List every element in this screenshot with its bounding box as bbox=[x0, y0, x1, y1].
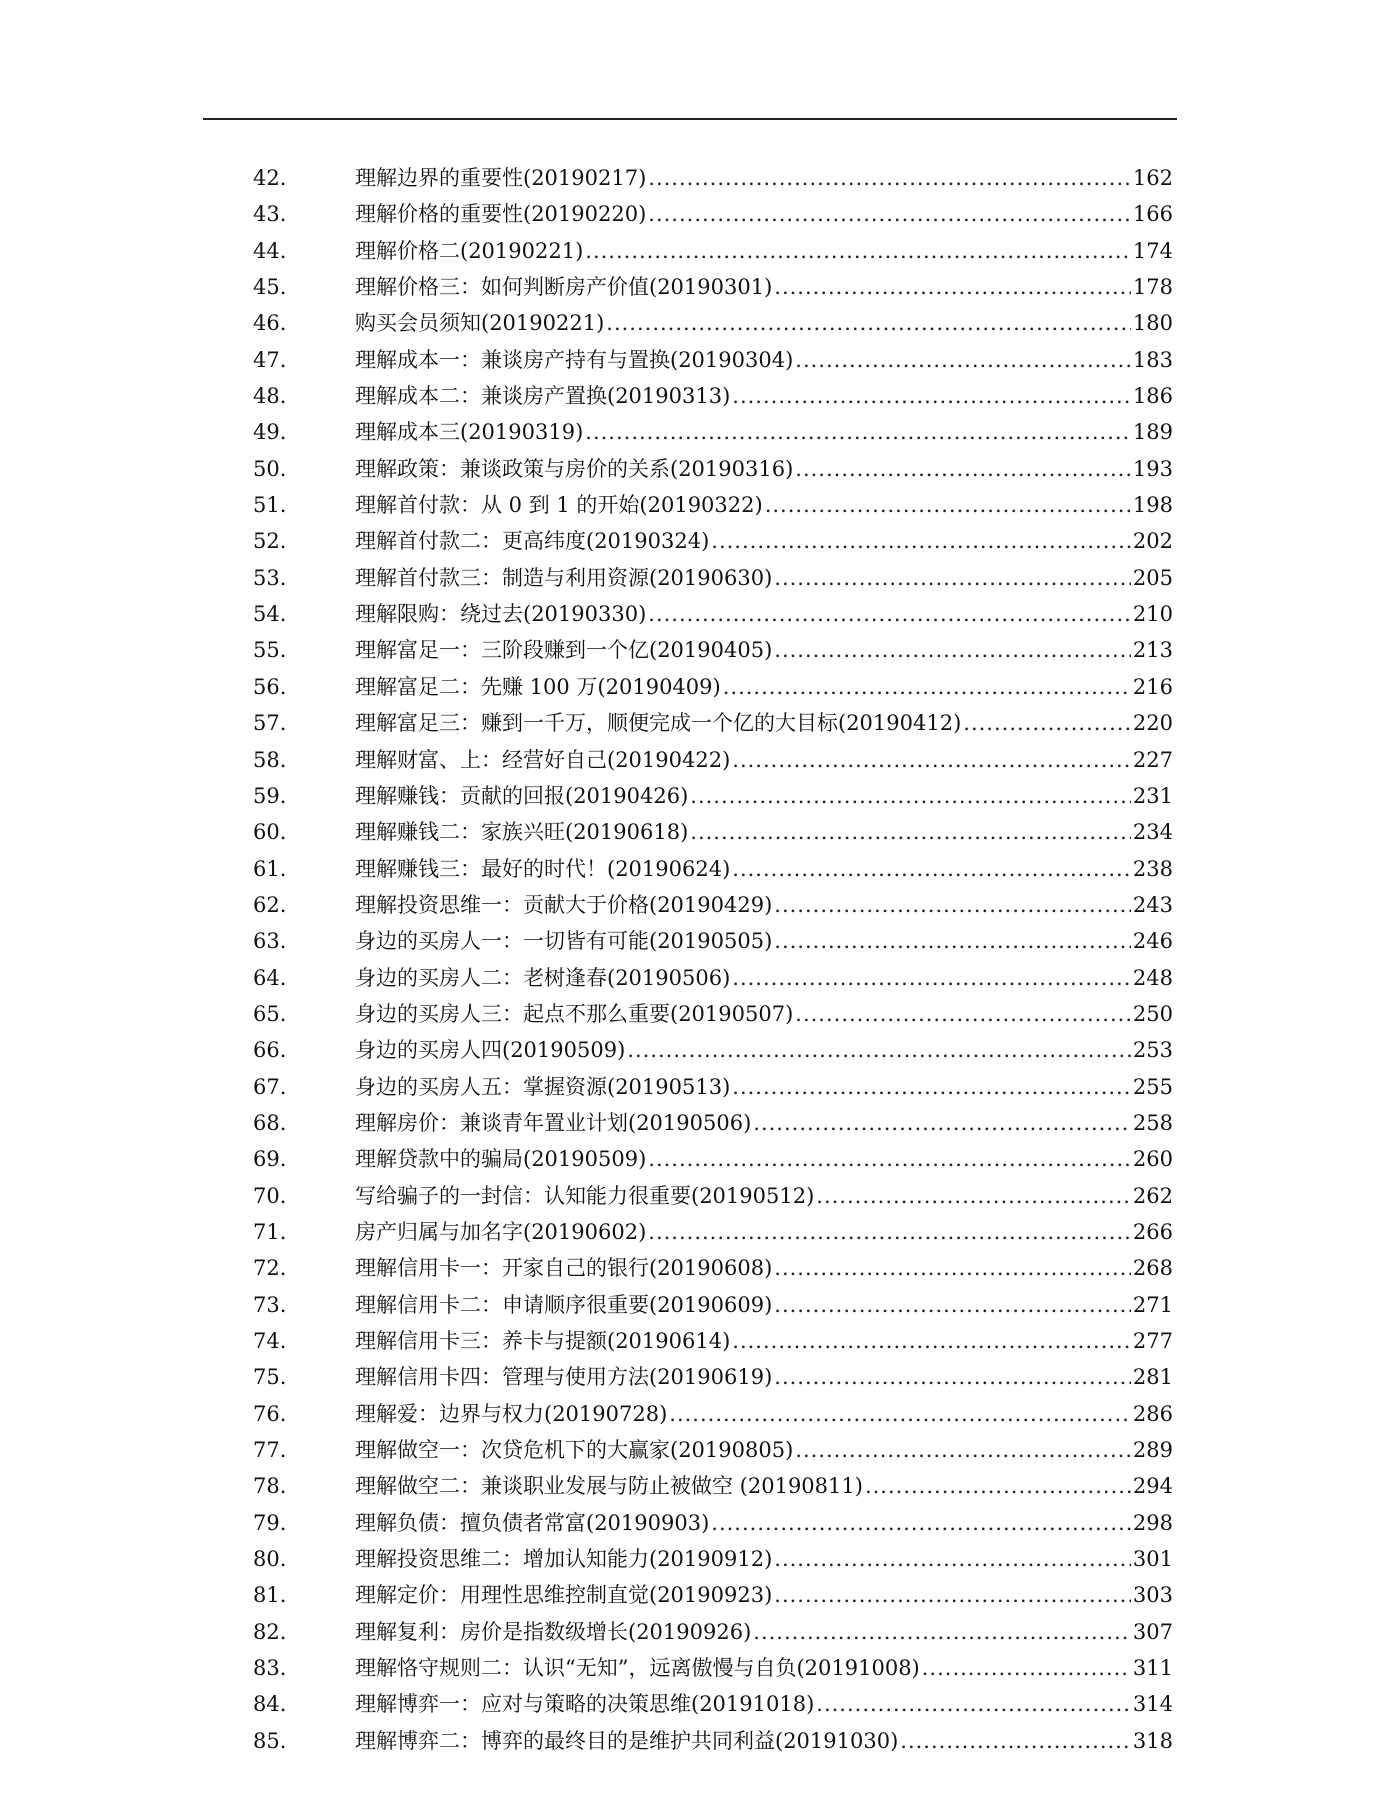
toc-entry-number: 80. bbox=[253, 1547, 287, 1572]
toc-entry[interactable] bbox=[253, 1178, 1173, 1214]
toc-entry-number: 54. bbox=[253, 602, 287, 627]
toc-entry-title: 理解价格二(20190221) bbox=[355, 238, 584, 263]
toc-dot-leader bbox=[732, 1323, 1131, 1359]
toc-entry-number: 65. bbox=[253, 1001, 287, 1026]
toc-entry-title: 理解首付款二：更高纬度(20190324) bbox=[355, 529, 710, 554]
toc-entry-page-number: 303 bbox=[1132, 1583, 1173, 1608]
toc-entry-page-number: 294 bbox=[1132, 1474, 1173, 1499]
toc-entry-number: 56. bbox=[253, 674, 287, 699]
toc-entry-number: 72. bbox=[253, 1256, 287, 1281]
toc-entry-page-number: 301 bbox=[1132, 1547, 1173, 1572]
toc-entry-title: 房产归属与加名字(20190602) bbox=[355, 1219, 647, 1244]
toc-dot-leader bbox=[690, 778, 1131, 814]
toc-entry-title: 理解爱：边界与权力(20190728) bbox=[355, 1401, 668, 1426]
toc-entry-number: 85. bbox=[253, 1728, 287, 1753]
toc-entry-title: 身边的买房人一：一切皆有可能(20190505) bbox=[355, 929, 773, 954]
toc-entry-number: 47. bbox=[253, 347, 287, 372]
toc-entry-page-number: 178 bbox=[1132, 275, 1173, 300]
toc-dot-leader bbox=[711, 1505, 1131, 1541]
toc-entry[interactable] bbox=[253, 596, 1173, 632]
toc-entry-title: 购买会员须知(20190221) bbox=[355, 311, 605, 336]
toc-dot-leader bbox=[648, 160, 1131, 196]
toc-entry-number: 61. bbox=[253, 856, 287, 881]
toc-dot-leader bbox=[865, 1468, 1131, 1504]
toc-entry-title: 理解财富、上：经营好自己(20190422) bbox=[355, 747, 731, 772]
toc-entry-page-number: 162 bbox=[1132, 166, 1173, 190]
toc-entry-page-number: 231 bbox=[1132, 783, 1173, 808]
toc-dot-leader bbox=[795, 342, 1131, 378]
toc-entry-title: 理解复利：房价是指数级增长(20190926) bbox=[355, 1619, 752, 1644]
toc-entry-number: 67. bbox=[253, 1074, 287, 1099]
toc-entry-title: 理解成本二：兼谈房产置换(20190313) bbox=[355, 384, 731, 409]
toc-entry-page-number: 258 bbox=[1132, 1110, 1173, 1135]
toc-entry-title: 理解首付款：从 0 到 1 的开始(20190322) bbox=[355, 493, 763, 518]
toc-entry[interactable] bbox=[253, 1032, 1173, 1068]
toc-entry-title: 理解价格三：如何判断房产价值(20190301) bbox=[355, 275, 773, 300]
toc-entry-number: 62. bbox=[253, 892, 287, 917]
toc-entry-title: 理解博弈二：博弈的最终目的是维护共同利益(20191030) bbox=[355, 1728, 899, 1753]
toc-entry-page-number: 174 bbox=[1132, 238, 1173, 263]
toc-entry[interactable] bbox=[253, 160, 1173, 196]
toc-dot-leader bbox=[732, 1069, 1131, 1105]
toc-entry[interactable] bbox=[253, 1686, 1173, 1722]
toc-entry-page-number: 220 bbox=[1132, 711, 1173, 736]
toc-dot-leader bbox=[816, 1686, 1131, 1722]
toc-entry-title: 理解恪守规则二：认识“无知”，远离傲慢与自负(20191008) bbox=[355, 1656, 920, 1681]
toc-entry-page-number: 314 bbox=[1132, 1692, 1173, 1717]
toc-entry-number: 58. bbox=[253, 747, 287, 772]
toc-entry-number: 53. bbox=[253, 565, 287, 590]
toc-entry-page-number: 227 bbox=[1132, 747, 1173, 772]
header-rule bbox=[203, 118, 1177, 120]
toc-dot-leader bbox=[648, 1214, 1131, 1250]
toc-entry-number: 43. bbox=[253, 202, 287, 227]
toc-dot-leader bbox=[648, 1141, 1131, 1177]
toc-dot-leader bbox=[774, 923, 1131, 959]
toc-entry-title: 理解投资思维二：增加认知能力(20190912) bbox=[355, 1547, 773, 1572]
toc-entry-page-number: 216 bbox=[1132, 674, 1173, 699]
toc-entry-page-number: 198 bbox=[1132, 493, 1173, 518]
toc-entry-title: 身边的买房人三：起点不那么重要(20190507) bbox=[355, 1001, 794, 1026]
toc-entry-title: 理解房价：兼谈青年置业计划(20190506) bbox=[355, 1110, 752, 1135]
toc-entry-number: 42. bbox=[253, 166, 287, 190]
toc-entry-page-number: 281 bbox=[1132, 1365, 1173, 1390]
toc-entry[interactable] bbox=[253, 814, 1173, 850]
toc-entry-number: 83. bbox=[253, 1656, 287, 1681]
toc-entry-page-number: 250 bbox=[1132, 1001, 1173, 1026]
toc-entry-number: 66. bbox=[253, 1038, 287, 1063]
toc-entry[interactable] bbox=[253, 269, 1173, 305]
toc-dot-leader bbox=[795, 1432, 1131, 1468]
toc-entry-page-number: 298 bbox=[1132, 1510, 1173, 1535]
toc-entry[interactable] bbox=[253, 851, 1173, 887]
toc-entry[interactable] bbox=[253, 487, 1173, 523]
toc-entry[interactable] bbox=[253, 1541, 1173, 1577]
toc-entry-title: 写给骗子的一封信：认知能力很重要(20190512) bbox=[355, 1183, 815, 1208]
toc-entry-title: 理解富足二：先赚 100 万(20190409) bbox=[355, 674, 721, 699]
toc-dot-leader bbox=[606, 305, 1131, 341]
toc-dot-leader bbox=[669, 1396, 1131, 1432]
toc-entry-page-number: 260 bbox=[1132, 1147, 1173, 1172]
toc-dot-leader bbox=[900, 1723, 1131, 1759]
toc-entry-number: 73. bbox=[253, 1292, 287, 1317]
toc-dot-leader bbox=[963, 705, 1131, 741]
toc-dot-leader bbox=[795, 451, 1131, 487]
table-of-contents bbox=[253, 160, 1173, 1759]
toc-entry-page-number: 210 bbox=[1132, 602, 1173, 627]
toc-entry-number: 78. bbox=[253, 1474, 287, 1499]
toc-entry-number: 77. bbox=[253, 1438, 287, 1463]
toc-dot-leader bbox=[732, 742, 1131, 778]
toc-entry[interactable] bbox=[253, 632, 1173, 668]
toc-entry-page-number: 189 bbox=[1132, 420, 1173, 445]
toc-entry-number: 82. bbox=[253, 1619, 287, 1644]
toc-dot-leader bbox=[774, 560, 1131, 596]
toc-entry-number: 51. bbox=[253, 493, 287, 518]
toc-entry-number: 84. bbox=[253, 1692, 287, 1717]
toc-dot-leader bbox=[795, 996, 1131, 1032]
toc-entry-page-number: 286 bbox=[1132, 1401, 1173, 1426]
toc-entry[interactable] bbox=[253, 523, 1173, 559]
toc-entry[interactable] bbox=[253, 996, 1173, 1032]
toc-entry-page-number: 266 bbox=[1132, 1219, 1173, 1244]
toc-entry-page-number: 246 bbox=[1132, 929, 1173, 954]
toc-entry-title: 理解负债：擅负债者常富(20190903) bbox=[355, 1510, 710, 1535]
toc-dot-leader bbox=[585, 414, 1131, 450]
toc-entry[interactable] bbox=[253, 378, 1173, 414]
toc-entry-page-number: 180 bbox=[1132, 311, 1173, 336]
toc-dot-leader bbox=[774, 1287, 1131, 1323]
toc-dot-leader bbox=[774, 1359, 1131, 1395]
toc-entry-number: 76. bbox=[253, 1401, 287, 1426]
toc-entry-title: 身边的买房人四(20190509) bbox=[355, 1038, 626, 1063]
toc-entry-title: 理解信用卡二：申请顺序很重要(20190609) bbox=[355, 1292, 773, 1317]
toc-entry[interactable] bbox=[253, 1250, 1173, 1286]
toc-dot-leader bbox=[922, 1650, 1131, 1686]
toc-entry-title: 理解信用卡一：开家自己的银行(20190608) bbox=[355, 1256, 773, 1281]
toc-entry[interactable] bbox=[253, 342, 1173, 378]
toc-entry-title: 理解赚钱：贡献的回报(20190426) bbox=[355, 783, 689, 808]
toc-entry-page-number: 202 bbox=[1132, 529, 1173, 554]
toc-entry-title: 理解贷款中的骗局(20190509) bbox=[355, 1147, 647, 1172]
toc-entry[interactable] bbox=[253, 1650, 1173, 1686]
toc-entry-title: 理解成本三(20190319) bbox=[355, 420, 584, 445]
toc-entry-title: 理解政策：兼谈政策与房价的关系(20190316) bbox=[355, 456, 794, 481]
toc-entry-number: 60. bbox=[253, 820, 287, 845]
toc-entry-title: 理解首付款三：制造与利用资源(20190630) bbox=[355, 565, 773, 590]
toc-entry[interactable] bbox=[253, 705, 1173, 741]
toc-entry[interactable] bbox=[253, 778, 1173, 814]
toc-entry[interactable] bbox=[253, 560, 1173, 596]
toc-entry-page-number: 205 bbox=[1132, 565, 1173, 590]
toc-entry[interactable] bbox=[253, 1141, 1173, 1177]
toc-entry[interactable] bbox=[253, 742, 1173, 778]
toc-entry-number: 81. bbox=[253, 1583, 287, 1608]
toc-dot-leader bbox=[753, 1614, 1131, 1650]
toc-entry-page-number: 271 bbox=[1132, 1292, 1173, 1317]
toc-entry-page-number: 248 bbox=[1132, 965, 1173, 990]
toc-entry-page-number: 289 bbox=[1132, 1438, 1173, 1463]
toc-entry-title: 理解富足一：三阶段赚到一个亿(20190405) bbox=[355, 638, 773, 663]
toc-entry-number: 63. bbox=[253, 929, 287, 954]
toc-dot-leader bbox=[732, 378, 1131, 414]
toc-entry-title: 身边的买房人二：老树逢春(20190506) bbox=[355, 965, 731, 990]
toc-entry-title: 理解博弈一：应对与策略的决策思维(20191018) bbox=[355, 1692, 815, 1717]
toc-entry-page-number: 183 bbox=[1132, 347, 1173, 372]
toc-entry-number: 48. bbox=[253, 384, 287, 409]
toc-dot-leader bbox=[711, 523, 1131, 559]
toc-entry-title: 理解做空一：次贷危机下的大赢家(20190805) bbox=[355, 1438, 794, 1463]
toc-entry-page-number: 255 bbox=[1132, 1074, 1173, 1099]
toc-entry-page-number: 268 bbox=[1132, 1256, 1173, 1281]
toc-dot-leader bbox=[774, 1577, 1131, 1613]
toc-entry-title: 身边的买房人五：掌握资源(20190513) bbox=[355, 1074, 731, 1099]
toc-entry-title: 理解赚钱三：最好的时代！(20190624) bbox=[355, 856, 731, 881]
toc-entry[interactable] bbox=[253, 1396, 1173, 1432]
toc-entry-title: 理解信用卡三：养卡与提额(20190614) bbox=[355, 1329, 731, 1353]
toc-entry-page-number: 213 bbox=[1132, 638, 1173, 663]
toc-entry-title: 理解定价：用理性思维控制直觉(20190923) bbox=[355, 1583, 773, 1608]
toc-entry-page-number: 186 bbox=[1132, 384, 1173, 409]
toc-dot-leader bbox=[648, 196, 1131, 232]
toc-entry[interactable] bbox=[253, 1214, 1173, 1250]
toc-entry[interactable] bbox=[253, 233, 1173, 269]
toc-entry-number: 70. bbox=[253, 1183, 287, 1208]
toc-entry-number: 59. bbox=[253, 783, 287, 808]
toc-entry-title: 理解限购：绕过去(20190330) bbox=[355, 602, 647, 627]
toc-entry-title: 理解信用卡四：管理与使用方法(20190619) bbox=[355, 1365, 773, 1390]
toc-entry[interactable] bbox=[253, 1577, 1173, 1613]
toc-entry-page-number: 166 bbox=[1132, 202, 1173, 227]
toc-entry[interactable] bbox=[253, 305, 1173, 341]
toc-entry-number: 46. bbox=[253, 311, 287, 336]
toc-entry-page-number: 307 bbox=[1132, 1619, 1173, 1644]
toc-entry[interactable] bbox=[253, 1323, 1173, 1359]
toc-entry[interactable] bbox=[253, 1069, 1173, 1105]
toc-entry-page-number: 253 bbox=[1132, 1038, 1173, 1063]
toc-entry[interactable] bbox=[253, 1505, 1173, 1541]
toc-dot-leader bbox=[774, 1250, 1131, 1286]
toc-entry-page-number: 318 bbox=[1132, 1728, 1173, 1753]
toc-entry-title: 理解价格的重要性(20190220) bbox=[355, 202, 647, 227]
toc-entry[interactable] bbox=[253, 1432, 1173, 1468]
toc-entry-number: 50. bbox=[253, 456, 287, 481]
toc-entry[interactable] bbox=[253, 960, 1173, 996]
toc-entry[interactable] bbox=[253, 923, 1173, 959]
toc-dot-leader bbox=[774, 1541, 1131, 1577]
toc-entry-page-number: 234 bbox=[1132, 820, 1173, 845]
toc-entry-title: 理解投资思维一：贡献大于价格(20190429) bbox=[355, 892, 773, 917]
toc-entry-number: 64. bbox=[253, 965, 287, 990]
toc-dot-leader bbox=[690, 814, 1131, 850]
toc-entry[interactable] bbox=[253, 196, 1173, 232]
toc-entry[interactable] bbox=[253, 414, 1173, 450]
toc-entry-number: 69. bbox=[253, 1147, 287, 1172]
toc-entry-number: 57. bbox=[253, 711, 287, 736]
toc-dot-leader bbox=[585, 233, 1131, 269]
toc-entry-number: 75. bbox=[253, 1365, 287, 1390]
toc-entry[interactable] bbox=[253, 1105, 1173, 1141]
toc-entry-number: 49. bbox=[253, 420, 287, 445]
toc-dot-leader bbox=[648, 596, 1131, 632]
toc-dot-leader bbox=[816, 1178, 1131, 1214]
toc-entry[interactable] bbox=[253, 1287, 1173, 1323]
toc-entry-title: 理解富足三：赚到一千万，顺便完成一个亿的大目标(20190412) bbox=[355, 711, 962, 736]
toc-dot-leader bbox=[627, 1032, 1131, 1068]
toc-entry-number: 71. bbox=[253, 1219, 287, 1244]
toc-dot-leader bbox=[774, 887, 1131, 923]
toc-entry-page-number: 193 bbox=[1132, 456, 1173, 481]
toc-entry-title: 理解成本一：兼谈房产持有与置换(20190304) bbox=[355, 347, 794, 372]
toc-entry-page-number: 262 bbox=[1132, 1183, 1173, 1208]
toc-entry-number: 79. bbox=[253, 1510, 287, 1535]
toc-entry-title: 理解赚钱二：家族兴旺(20190618) bbox=[355, 820, 689, 845]
toc-entry-page-number: 238 bbox=[1132, 856, 1173, 881]
toc-entry-number: 55. bbox=[253, 638, 287, 663]
toc-dot-leader bbox=[753, 1105, 1131, 1141]
toc-dot-leader bbox=[774, 269, 1131, 305]
toc-entry[interactable] bbox=[253, 1614, 1173, 1650]
toc-entry-page-number: 311 bbox=[1132, 1656, 1173, 1681]
toc-dot-leader bbox=[765, 487, 1131, 523]
toc-entry-number: 45. bbox=[253, 275, 287, 300]
toc-entry[interactable] bbox=[253, 887, 1173, 923]
toc-entry-title: 理解做空二：兼谈职业发展与防止被做空 (20190811) bbox=[355, 1474, 863, 1499]
toc-dot-leader bbox=[774, 632, 1131, 668]
toc-dot-leader bbox=[732, 960, 1131, 996]
toc-dot-leader bbox=[723, 669, 1131, 705]
toc-entry-title: 理解边界的重要性(20190217) bbox=[355, 166, 647, 190]
toc-entry-number: 74. bbox=[253, 1329, 287, 1353]
toc-entry[interactable] bbox=[253, 1359, 1173, 1395]
toc-entry[interactable] bbox=[253, 1723, 1173, 1759]
toc-entry-page-number: 243 bbox=[1132, 892, 1173, 917]
toc-entry[interactable] bbox=[253, 451, 1173, 487]
toc-dot-leader bbox=[732, 851, 1131, 887]
toc-entry[interactable] bbox=[253, 669, 1173, 705]
toc-entry[interactable] bbox=[253, 1468, 1173, 1504]
toc-entry-number: 44. bbox=[253, 238, 287, 263]
toc-entry-number: 68. bbox=[253, 1110, 287, 1135]
toc-entry-page-number: 277 bbox=[1132, 1329, 1173, 1353]
toc-entry-number: 52. bbox=[253, 529, 287, 554]
